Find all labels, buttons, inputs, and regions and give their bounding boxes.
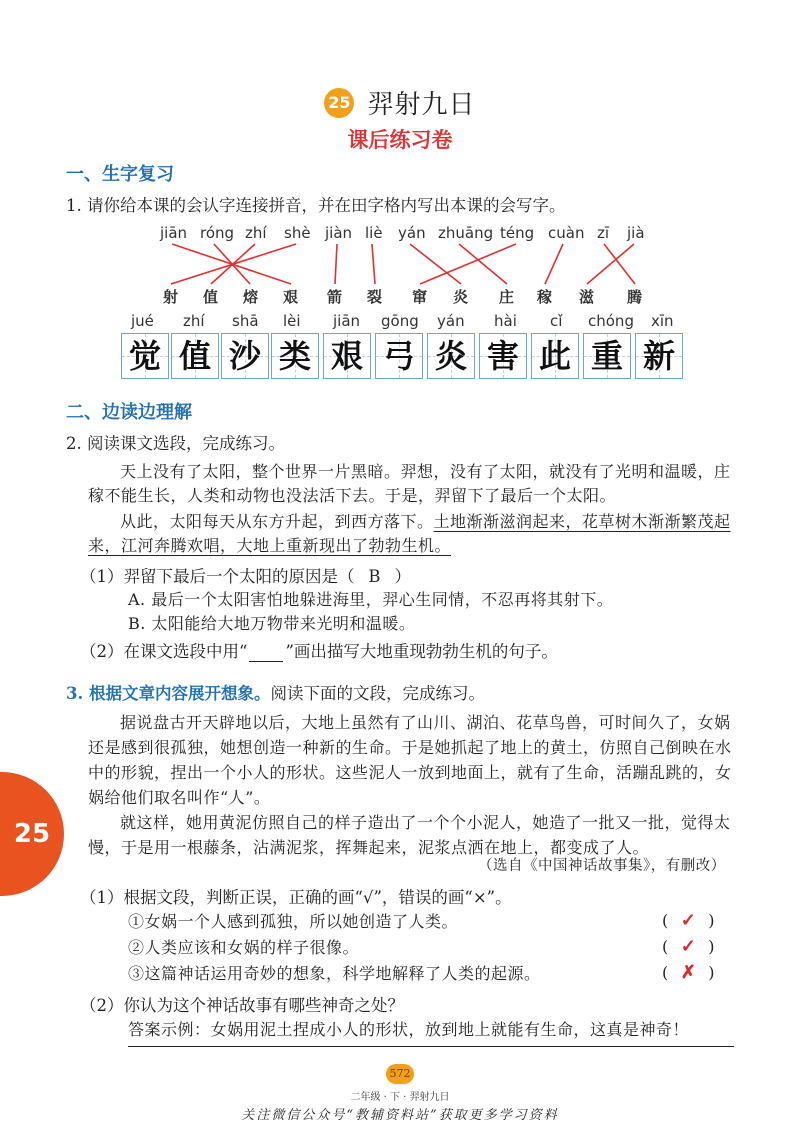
grid-pinyin-3: shā	[232, 312, 259, 330]
q3-item-3: ③这篇神话运用奇妙的想象，科学地解释了人类的起源。	[128, 964, 541, 983]
lesson-title: 羿射九日	[367, 90, 476, 120]
section1-heading: 一、生字复习	[66, 164, 174, 185]
q3-answer-line[interactable]	[128, 1018, 734, 1047]
grid-cell-5[interactable]	[323, 333, 371, 379]
char-3: 熔	[243, 288, 259, 306]
grid-char-4: 类	[278, 337, 311, 375]
q3-passage-p2: 就这样，她用黄泥仿照自己的样子造出了一个个小泥人，她造了一批又一批，觉得太慢，于是用一根藤条，沾满泥浆，挥舞起来，泥浆点洒在地上，都变成了人。	[88, 813, 731, 857]
pinyin-top-8: zhuāng	[438, 224, 494, 242]
grid-pinyin-9: cǐ	[550, 312, 563, 330]
pinyin-top-2: róng	[200, 224, 235, 242]
footer-caption: 二年级 · 下 · 羿射九日	[350, 1092, 450, 1103]
char-11: 滋	[579, 288, 595, 306]
section2-heading: 二、边读边理解	[66, 402, 192, 423]
q3-answer: 答案示例：女娲用泥土捏成小人的形状，放到地上就能有生命，这真是神奇！	[128, 1020, 690, 1039]
q2-passage-p1: 天上没有了太阳，整个世界一片黑暗。羿想，没有了太阳，就没有了光明和温暖，庄稼不能生长，人类和动物也没法活下去。于是，羿留下了最后一个太阳。	[88, 462, 731, 505]
grid-char-5: 艰	[330, 337, 363, 375]
q2-sub1-question: （1）羿留下最后一个太阳的原因是（	[80, 567, 355, 586]
q3-passage-p1: 据说盘古开天辟地以后，大地上虽然有了山川、湖泊、花草鸟兽，可时间久了，女娲还是感到很孤独，她想创造一种新的生命。于是她抓起了地上的黄土，仿照自己倒映在水中的形貌，捏出一个小人的形状。这些泥人一放到地面上，就有了生命，活蹦乱跳的，女娲给他们取名叫作“人”。	[88, 713, 732, 807]
pinyin-top-9: téng	[500, 224, 535, 242]
pinyin-top-11: zī	[597, 224, 610, 242]
grid-pinyin-7: yán	[437, 312, 465, 330]
grid-pinyin-2: zhí	[183, 312, 205, 330]
grid-cell-11[interactable]	[635, 333, 683, 379]
grid-char-6: 弓	[382, 337, 415, 375]
q3-rest: 阅读下面的文段，完成练习。	[270, 684, 485, 703]
q2-sub2	[80, 638, 558, 662]
char-8: 炎	[453, 288, 469, 306]
grid-cell-3[interactable]	[221, 333, 269, 379]
q3-lead: 3. 根据文章内容展开想象。	[66, 684, 271, 703]
q2-passage-p2	[88, 510, 738, 558]
grid-char-3: 沙	[228, 337, 261, 375]
grid-pinyin-4: lèi	[283, 312, 301, 330]
grid-cell-4[interactable]	[271, 333, 319, 379]
q2-sub1-close: ）	[394, 567, 411, 586]
char-5: 箭	[327, 288, 343, 306]
matching-lines	[0, 0, 800, 320]
pinyin-top-6: liè	[365, 224, 383, 242]
char-6: 裂	[367, 288, 383, 306]
char-1: 射	[163, 288, 179, 306]
grid-cell-9[interactable]	[531, 333, 579, 379]
grid-char-2: 值	[178, 337, 211, 375]
q2-passage-p2a: 从此，太阳每天从东方升起，到西方落下。	[120, 512, 434, 531]
grid-cell-2[interactable]	[171, 333, 219, 379]
grid-cell-1[interactable]	[121, 333, 169, 379]
match-line	[372, 244, 375, 284]
char-10: 稼	[537, 288, 553, 306]
q3-judge-prompt: （1）根据文段，判断正误，正确的画“√”，错误的画“×”。	[80, 888, 512, 907]
underline-symbol	[249, 642, 283, 662]
q3-item-3-paren[interactable]: ( ✗ )	[662, 962, 715, 983]
grid-pinyin-5: jiān	[333, 312, 361, 330]
char-9: 庄	[499, 288, 515, 306]
match-line	[587, 244, 634, 284]
grid-cell-10[interactable]	[583, 333, 631, 379]
q2-sub1	[80, 563, 411, 587]
pinyin-top-7: yán	[398, 224, 426, 242]
match-line	[545, 244, 563, 284]
char-4: 艰	[283, 288, 299, 306]
underlined-sentence: 土地渐渐滋润起来，花草树木渐渐繁茂起来，江河奔腾欢唱，大地上重新现出了勃勃生机。	[88, 512, 731, 555]
pinyin-top-3: zhí	[245, 224, 267, 242]
cross-mark-icon: ✗	[680, 962, 696, 983]
worksheet-subtitle: 课后练习卷	[347, 127, 453, 152]
side-tab-lesson: 25	[0, 772, 64, 896]
check-mark-icon: ✓	[680, 936, 696, 957]
grid-char-9: 此	[538, 337, 571, 375]
q3-source: （选自《中国神话故事集》，有删改）	[478, 858, 726, 874]
q2-prompt: 2. 阅读课文选段，完成练习。	[66, 434, 285, 453]
grid-pinyin-11: xīn	[651, 312, 674, 330]
q3-prompt	[66, 680, 485, 704]
pinyin-top-5: jiàn	[325, 224, 353, 242]
grid-char-10: 重	[590, 337, 623, 375]
grid-char-11: 新	[642, 337, 675, 375]
q1-prompt: 1. 请你给本课的会认字连接拼音，并在田字格内写出本课的会写字。	[66, 196, 566, 215]
q2-sub1-answer[interactable]: B	[368, 567, 381, 586]
match-line	[604, 244, 635, 284]
char-2: 值	[203, 288, 219, 306]
grid-cell-7[interactable]	[427, 333, 475, 379]
q2-sub2-post: ”画出描写大地重现勃勃生机的句子。	[285, 642, 558, 661]
grid-pinyin-6: gōng	[381, 312, 419, 330]
grid-char-1: 觉	[128, 337, 161, 375]
q2-sub2-pre: （2）在课文选段中用“	[80, 642, 248, 661]
pinyin-top-10: cuàn	[548, 224, 585, 242]
grid-char-7: 炎	[434, 337, 467, 375]
grid-pinyin-8: hài	[494, 312, 517, 330]
q3-item-1-paren[interactable]: ( ✓ )	[662, 910, 715, 931]
lesson-number-badge: 25	[324, 88, 354, 118]
check-mark-icon: ✓	[680, 910, 696, 931]
q3-item-1: ①女娲一个人感到孤独，所以她创造了人类。	[128, 912, 459, 931]
char-7: 窜	[412, 288, 428, 306]
char-12: 腾	[627, 288, 643, 306]
pinyin-top-4: shè	[284, 224, 311, 242]
pinyin-top-12: jià	[627, 224, 645, 242]
match-line	[335, 244, 337, 284]
q3-item-2-paren[interactable]: ( ✓ )	[662, 936, 715, 957]
q2-option-a[interactable]: A. 最后一个太阳害怕地躲进海里，羿心生同情，不忍再将其射下。	[128, 590, 614, 609]
q3-sub2: （2）你认为这个神话故事有哪些神奇之处？	[80, 996, 404, 1015]
pinyin-top-1: jiān	[160, 224, 188, 242]
grid-pinyin-1: jué	[131, 312, 154, 330]
grid-cell-8[interactable]	[479, 333, 527, 379]
footer-watermark: 关注微信公众号“教辅资料站”获取更多学习资料	[241, 1108, 559, 1123]
page-number: 572	[386, 1064, 414, 1084]
grid-cell-6[interactable]	[375, 333, 423, 379]
q3-item-2: ②人类应该和女娲的样子很像。	[128, 938, 360, 957]
grid-pinyin-10: chóng	[588, 312, 634, 330]
q2-option-b[interactable]: B. 太阳能给大地万物带来光明和温暖。	[128, 614, 416, 633]
grid-char-8: 害	[486, 337, 519, 375]
